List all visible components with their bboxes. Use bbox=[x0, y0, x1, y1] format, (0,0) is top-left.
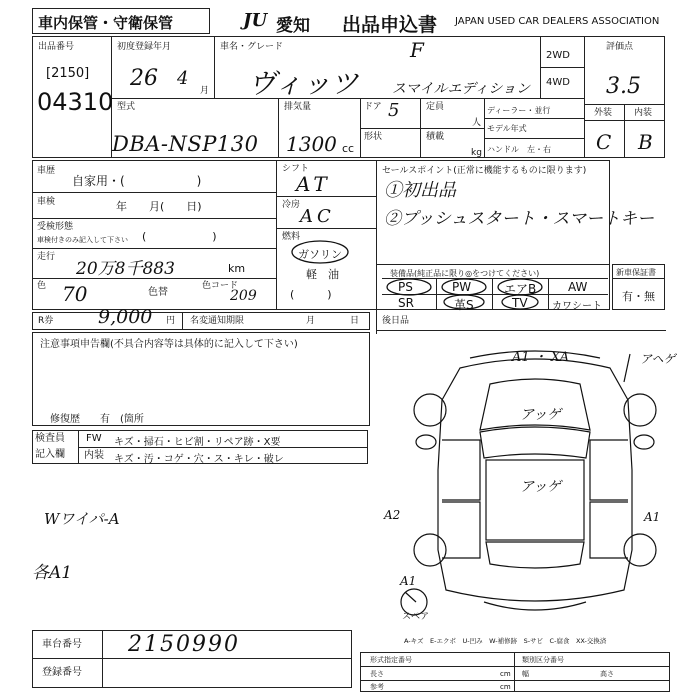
shift-value: AT bbox=[296, 172, 331, 196]
history-value: 自家用・( ) bbox=[72, 174, 202, 188]
model-year-label: モデル年式 bbox=[487, 124, 527, 133]
ac-value: AC bbox=[300, 206, 335, 227]
ju-logo: JU bbox=[243, 10, 268, 31]
ref-cm: cm bbox=[500, 683, 511, 691]
model-name: ヴィッツ bbox=[248, 67, 359, 100]
inspection-value: 年 月( 日) bbox=[116, 200, 202, 213]
inspection-label: 車検 bbox=[37, 197, 56, 207]
equip-tv: TV bbox=[512, 296, 528, 310]
org-region: 愛知 bbox=[276, 16, 310, 36]
color-code-value: 209 bbox=[230, 288, 257, 304]
notes-label: 注意事項申告欄(不具合内容等は具体的に記入して下さい) bbox=[40, 339, 298, 350]
load-label: 積載 bbox=[426, 132, 445, 142]
drive-4wd: 4WD bbox=[546, 77, 570, 88]
equip-sr: SR bbox=[398, 296, 414, 310]
assoc-name: JAPAN USED CAR DEALERS ASSOCIATION bbox=[455, 16, 660, 27]
inspector-label-1: 検査員 bbox=[35, 433, 65, 444]
ac-label: 冷房 bbox=[282, 200, 301, 210]
acceptance-note: 車検付きのみ記入して下さい bbox=[37, 236, 128, 244]
deadline-label: 名変通知期限 bbox=[190, 316, 245, 326]
diagram-annotation-corner: アヘゲ bbox=[640, 352, 676, 366]
warranty-options: 有・無 bbox=[622, 290, 655, 303]
recycle-amount: 9,000 bbox=[98, 306, 153, 328]
load-unit: kg bbox=[471, 148, 482, 158]
first-reg-year: 26 bbox=[130, 66, 158, 91]
capacity-unit: 人 bbox=[472, 118, 482, 128]
equip-aw: AW bbox=[568, 280, 588, 294]
sales-point-1: ①初出品 bbox=[384, 180, 456, 201]
listing-number-label: 出品番号 bbox=[38, 42, 75, 52]
equip-leather: 革S bbox=[454, 298, 474, 312]
equip-airbag: エアB bbox=[504, 282, 537, 296]
listing-number: 04310 bbox=[37, 88, 114, 116]
dealer-label: ディーラー・並行 bbox=[487, 106, 551, 115]
model-grade-label: 車名・グレード bbox=[220, 42, 284, 52]
mileage-label: 走行 bbox=[37, 252, 56, 262]
chassis-value: 2150990 bbox=[128, 632, 240, 657]
fw-items: キズ・掃石・ヒビ割・リペア跡・X要 bbox=[114, 437, 281, 448]
rating-value: 3.5 bbox=[606, 74, 641, 99]
shape-label: 形状 bbox=[364, 132, 383, 142]
sales-point-2: ②プッシュスタート・スマートキー bbox=[384, 209, 655, 229]
warranty-label: 新車保証書 bbox=[616, 268, 656, 277]
sheet-type-label: 車内保管・守衛保管 bbox=[38, 14, 174, 32]
listing-code: [2150] bbox=[46, 66, 90, 81]
displacement-label: 排気量 bbox=[284, 102, 312, 112]
displacement-value: 1300 bbox=[286, 132, 337, 156]
diagram-annotation-left: A2 bbox=[384, 508, 401, 522]
equip-kawaseat: カワシート bbox=[552, 301, 602, 312]
diagram-annotation-hood: アッゲ bbox=[520, 407, 562, 423]
rating-label: 評価点 bbox=[606, 42, 634, 52]
ref-label: 参考 bbox=[370, 683, 384, 691]
interior-grade: B bbox=[638, 130, 653, 154]
color-code-label: 色コード bbox=[202, 281, 239, 291]
mileage-value: 20万8千883 bbox=[76, 259, 175, 279]
shift-label: シフト bbox=[282, 164, 310, 174]
inspector-label-2: 記入欄 bbox=[35, 449, 65, 460]
inspector-interior-label: 内装 bbox=[84, 450, 104, 461]
diagram-annotation-right: A1 bbox=[644, 510, 661, 524]
first-reg-month: 4 bbox=[177, 68, 189, 89]
first-reg-label: 初度登録年月 bbox=[117, 42, 172, 52]
diagram-annotation-roof: アッゲ bbox=[520, 479, 562, 495]
drive-2wd: 2WD bbox=[546, 50, 570, 61]
inspector-interior-items: キズ・汚・コゲ・穴・ス・キレ・破レ bbox=[114, 454, 284, 465]
grade-name: スマイルエディション bbox=[392, 81, 531, 97]
history-label: 車歴 bbox=[37, 166, 56, 176]
fw-label: FW bbox=[86, 433, 102, 444]
deadline-day: 日 bbox=[350, 316, 360, 326]
km-unit: km bbox=[228, 262, 246, 275]
recycle-label: R券 bbox=[38, 316, 54, 326]
fuel-gas: ガソリン bbox=[298, 248, 342, 261]
damage-legend: A-キズ E-エクボ U-凹み W-補修跡 S-サビ C-腐食 XX-交換済 bbox=[404, 637, 607, 645]
equip-pw: PW bbox=[452, 280, 472, 294]
capacity-label: 定員 bbox=[426, 102, 445, 112]
acceptance-label: 受検形態 bbox=[37, 222, 74, 232]
fuel-diesel: 軽 油 bbox=[306, 268, 339, 281]
freehand-line-2: 各A1 bbox=[32, 563, 73, 583]
diagram-annotation-top: A1 ・ XA bbox=[512, 350, 570, 365]
fuel-label: 燃料 bbox=[282, 232, 301, 242]
first-reg-month-unit: 月 bbox=[200, 86, 210, 96]
reg-label: 登録番号 bbox=[42, 667, 82, 678]
freehand-line-1: Wワイパ-A bbox=[44, 510, 120, 528]
doc-title: 出品申込書 bbox=[342, 14, 438, 36]
doors-label: ドア bbox=[364, 102, 382, 112]
repair-label: 修復歴 有 (箇所 bbox=[50, 414, 144, 425]
recycle-yen: 円 bbox=[166, 316, 176, 326]
color-value: 70 bbox=[62, 282, 88, 306]
fuel-circle-mark bbox=[290, 240, 360, 270]
length-cm: cm bbox=[500, 670, 511, 678]
deadline-month: 月 bbox=[306, 316, 316, 326]
exterior-grade: C bbox=[596, 130, 612, 154]
spare-label: スペア bbox=[402, 612, 430, 622]
length-label: 長さ bbox=[370, 670, 384, 678]
fmt-number-label: 形式指定番号 bbox=[370, 656, 412, 664]
chassis-label: 車台番号 bbox=[42, 639, 82, 650]
equipment-label: 装備品(純正品に限り◎をつけてください) bbox=[390, 269, 540, 278]
doors-value: 5 bbox=[388, 100, 400, 121]
cc-unit: cc bbox=[342, 142, 355, 155]
height-label: 高さ bbox=[600, 670, 614, 678]
type-number-label: 類別区分番号 bbox=[522, 656, 564, 664]
grade-letter: F bbox=[410, 38, 424, 62]
handle-label: ハンドル 左・右 bbox=[487, 145, 551, 154]
exterior-label: 外装 bbox=[594, 108, 613, 118]
diagram-annotation-bottom: A1 bbox=[400, 574, 417, 588]
repaint-label: 色替 bbox=[148, 287, 168, 298]
rear-date-label: 後日品 bbox=[382, 316, 410, 326]
equipment-circle-marks bbox=[382, 278, 608, 310]
acceptance-value: ( ) bbox=[142, 230, 217, 243]
interior-label: 内装 bbox=[634, 108, 653, 118]
type-label: 型式 bbox=[117, 102, 136, 112]
type-value: DBA-NSP130 bbox=[112, 132, 259, 156]
width-label: 幅 bbox=[522, 670, 529, 678]
equip-ps: PS bbox=[398, 280, 413, 294]
color-label: 色 bbox=[37, 281, 47, 291]
sales-points-label: セールスポイント(正常に機能するものに限ります) bbox=[382, 166, 587, 176]
fuel-paren: ( ) bbox=[290, 288, 332, 301]
